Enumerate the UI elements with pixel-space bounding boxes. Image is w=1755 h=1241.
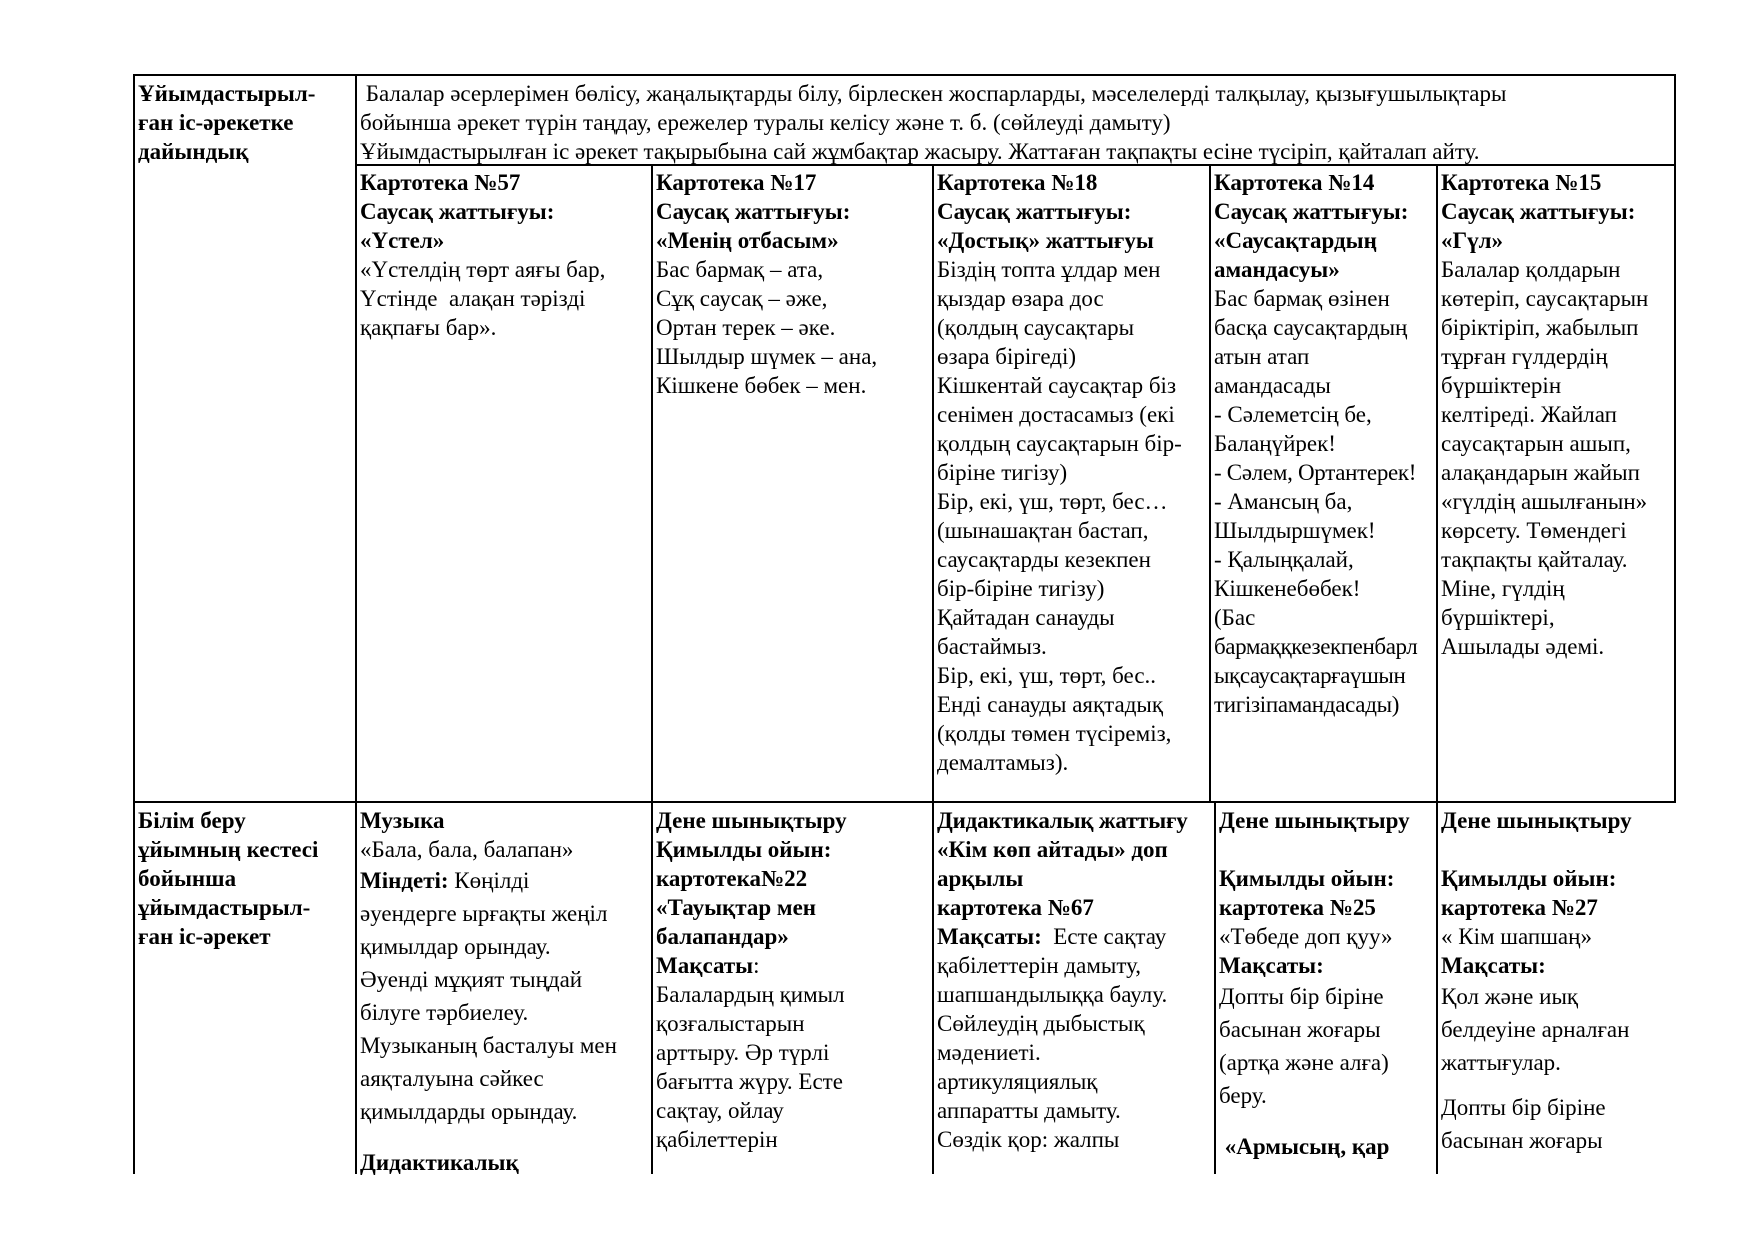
card-name: «Гүл» bbox=[1441, 228, 1504, 253]
goal-label: Мақсаты bbox=[656, 953, 754, 978]
card-text-line: Ашылады әдемі. bbox=[1441, 634, 1605, 659]
card-14 bbox=[1211, 168, 1436, 719]
intro-line: Ұйымдастырылған іс әрекет тақырыбына сай жұмбақтар жасыру. Жаттаған тақпақты есіне түсіріп, қайталап айту. bbox=[360, 139, 1480, 164]
card-text-line: басқа саусақтардың bbox=[1214, 315, 1408, 340]
goal-colon: : bbox=[753, 953, 760, 978]
card-text-line: ықсаусақтарғаүшын bbox=[1214, 663, 1406, 688]
goal-line: қабілеттерін bbox=[656, 1127, 778, 1152]
card-15 bbox=[1438, 168, 1674, 661]
card-text-line: Шылдыршүмек! bbox=[1214, 518, 1376, 543]
game-label: Қимылды ойын: bbox=[1219, 866, 1395, 891]
game-label: Қимылды ойын: bbox=[1441, 866, 1617, 891]
card-text-line: Енді санауды аяқтадық bbox=[937, 692, 1164, 717]
card-text-line: Ортан терек – әке. bbox=[656, 315, 836, 340]
card-text-line: бір-біріне тигізу) bbox=[937, 576, 1105, 601]
row1-header-line: ған іс-әрекетке bbox=[138, 110, 294, 135]
card-name: амандасуы» bbox=[1214, 257, 1340, 282]
card-text-line: көрсету. Төмендегі bbox=[1441, 518, 1627, 543]
goal-line: қабілеттерін дамыту, bbox=[937, 953, 1142, 978]
table-top-border bbox=[133, 74, 1676, 76]
row2-header bbox=[135, 806, 353, 951]
goal-line: Сөйлеудің дыбыстық bbox=[937, 1011, 1145, 1036]
card-text-line: - Қалыңқалай, bbox=[1214, 547, 1354, 572]
card-subtitle: Саусақ жаттығуы: bbox=[360, 199, 555, 224]
card-name: «Саусақтардың bbox=[1214, 228, 1377, 253]
card-text-line: тақпақты қайталау. bbox=[1441, 547, 1628, 572]
goal-label: Мақсаты: bbox=[937, 924, 1042, 949]
goal-line: Сөздік қор: жалпы bbox=[937, 1127, 1120, 1152]
card-number: картотека№22 bbox=[656, 866, 808, 891]
goal-text bbox=[1441, 980, 1672, 1079]
goal-line: мәдениеті. bbox=[937, 1040, 1041, 1065]
goal-line: сақтау, ойлау bbox=[656, 1098, 784, 1123]
goal-line: беру. bbox=[1219, 1083, 1267, 1108]
goal-line: (артқа және алға) bbox=[1219, 1050, 1389, 1075]
row1-header bbox=[135, 79, 353, 166]
card-text-line: біріктіріп, жабылып bbox=[1441, 315, 1639, 340]
goal-line: арттыру. Әр түрлі bbox=[656, 1040, 830, 1065]
card-title: Картотека №15 bbox=[1441, 170, 1602, 195]
card-text-line: бармаққкезекпенбарл bbox=[1214, 634, 1418, 659]
card-text-line: Үстінде алақан тәрізді bbox=[360, 286, 586, 311]
card-57 bbox=[357, 168, 651, 342]
game-name: арқылы bbox=[937, 866, 1024, 891]
card-text-line: өзара бірігеді) bbox=[937, 344, 1077, 369]
table-left-border bbox=[133, 74, 135, 1174]
goal-text-continued bbox=[1441, 1091, 1672, 1157]
task-text: Көңілді bbox=[448, 868, 530, 893]
card-text-line: «Үстелдің төрт аяғы бар, bbox=[360, 257, 606, 282]
card-text-line: келтіреді. Жайлап bbox=[1441, 402, 1617, 427]
card-text-line: Балалар қолдарын bbox=[1441, 257, 1621, 282]
card-text-line: (қолды төмен түсіреміз, bbox=[937, 721, 1172, 746]
game-name: балапандар» bbox=[656, 924, 789, 949]
card-text-line: Бас бармақ – ата, bbox=[656, 257, 824, 282]
row2-header-line: ұйымдастырыл- bbox=[138, 895, 311, 920]
goal-label: Мақсаты: bbox=[1441, 953, 1546, 978]
task-line: Әуенді мұқият тыңдай bbox=[360, 967, 583, 992]
goal-line: жаттығулар. bbox=[1441, 1050, 1561, 1075]
card-18 bbox=[934, 168, 1209, 777]
card-text-line: алақандарын жайып bbox=[1441, 460, 1640, 485]
task-line: әуендерге ырғақты жеңіл bbox=[360, 901, 608, 926]
task-line: қимылдар орындау. bbox=[360, 934, 551, 959]
card-text-line: (қолдың саусақтары bbox=[937, 315, 1135, 340]
row2-header-line: Білім беру bbox=[138, 808, 246, 833]
card-text-line: саусақтарды кезекпен bbox=[937, 547, 1151, 572]
game-label: Қимылды ойын: bbox=[656, 837, 832, 862]
table-right-border bbox=[1674, 74, 1676, 803]
card-text-line: - Сәлеметсің бе, bbox=[1214, 402, 1372, 427]
card-text-line: Шылдыр шүмек – ана, bbox=[656, 344, 878, 369]
card-17 bbox=[653, 168, 932, 400]
row2-header-line: ған іс-әрекет bbox=[138, 924, 271, 949]
goal-line: аппаратты дамыту. bbox=[937, 1098, 1121, 1123]
row1-header-line: Ұйымдастырыл- bbox=[138, 81, 316, 106]
pe-activity-25 bbox=[1216, 806, 1436, 1161]
goal-text bbox=[1219, 980, 1434, 1112]
card-text-line: сенімен достасамыз (екі bbox=[937, 402, 1175, 427]
goal-label: Мақсаты: bbox=[1219, 953, 1324, 978]
task-line: аяқталуына сәйкес bbox=[360, 1066, 544, 1091]
task-line: қимылдарды орындау. bbox=[360, 1099, 578, 1124]
card-text-line: амандасады bbox=[1214, 373, 1331, 398]
card-text-line: атын атап bbox=[1214, 344, 1310, 369]
card-text-line: бүршіктері, bbox=[1441, 605, 1555, 630]
goal-line: басынан жоғары bbox=[1219, 1017, 1381, 1042]
activity-title: Дене шынықтыру bbox=[1219, 808, 1410, 833]
goal-line: Балалардың қимыл bbox=[656, 982, 845, 1007]
card-text-line: қақпағы бар». bbox=[360, 315, 497, 340]
row2-header-line: ұйымның кестесі bbox=[138, 837, 319, 862]
card-text-line: саусақтарын ашып, bbox=[1441, 431, 1631, 456]
card-subtitle: Саусақ жаттығуы: bbox=[937, 199, 1132, 224]
card-text-line: (Бас bbox=[1214, 605, 1256, 630]
card-text-line: Бас бармақ өзінен bbox=[1214, 286, 1390, 311]
card-name: «Менің отбасым» bbox=[656, 228, 839, 253]
card-name: «Үстел» bbox=[360, 228, 445, 253]
card-text-line: Кішкене бөбек – мен. bbox=[656, 373, 867, 398]
card-text-line: демалтамыз). bbox=[937, 750, 1069, 775]
card-text-line: Бір, екі, үш, төрт, бес… bbox=[937, 489, 1168, 514]
goal-line: шапшандылыққа баулу. bbox=[937, 982, 1168, 1007]
game-name: « Кім шапшаң» bbox=[1441, 924, 1592, 949]
pe-activity-22 bbox=[653, 806, 932, 1154]
song-title: «Бала, бала, балапан» bbox=[360, 837, 574, 862]
card-number: картотека №25 bbox=[1219, 895, 1376, 920]
card-title: Картотека №14 bbox=[1214, 170, 1375, 195]
activity-title: Дене шынықтыру bbox=[1441, 808, 1632, 833]
next-game-name: «Армысың, қар bbox=[1219, 1134, 1390, 1159]
card-text-line: Кішкенебөбек! bbox=[1214, 576, 1361, 601]
didactic-activity bbox=[934, 806, 1214, 1154]
task-line: білуге тәрбиелеу. bbox=[360, 1000, 529, 1025]
card-number: картотека №67 bbox=[937, 895, 1094, 920]
intro-line: бойынша әрекет түрін таңдау, ережелер туралы келісу және т. б. (сөйлеуді дамыту) bbox=[360, 110, 1171, 135]
card-subtitle: Саусақ жаттығуы: bbox=[656, 199, 851, 224]
goal-line: Допты бір біріне bbox=[1441, 1095, 1606, 1120]
card-text-line: - Сәлем, Ортантерек! bbox=[1214, 460, 1417, 485]
card-text-line: Біздің топта ұлдар мен bbox=[937, 257, 1161, 282]
row1-intro bbox=[357, 79, 1672, 166]
row1-header-line: дайындық bbox=[138, 139, 249, 164]
goal-line: қозғалыстарын bbox=[656, 1011, 805, 1036]
card-text-line: бүршіктерін bbox=[1441, 373, 1562, 398]
card-text-line: қыздар өзара дос bbox=[937, 286, 1104, 311]
activity-title: Дене шынықтыру bbox=[656, 808, 847, 833]
goal-line: Допты бір біріне bbox=[1219, 984, 1384, 1009]
task-line: Музыканың басталуы мен bbox=[360, 1033, 617, 1058]
task-label: Міндеті: bbox=[360, 868, 449, 893]
card-text-line: тигізіпамандасады) bbox=[1214, 692, 1400, 717]
row2-header-line: бойынша bbox=[138, 866, 237, 891]
game-name: «Төбеде доп қуу» bbox=[1219, 924, 1393, 949]
card-number: картотека №27 bbox=[1441, 895, 1598, 920]
goal-line: басынан жоғары bbox=[1441, 1128, 1603, 1153]
card-text-line: бастаймыз. bbox=[937, 634, 1047, 659]
card-text-line: Қайтадан санауды bbox=[937, 605, 1115, 630]
card-title: Картотека №57 bbox=[360, 170, 521, 195]
game-name: «Кім көп айтады» доп bbox=[937, 837, 1168, 862]
card-subtitle: Саусақ жаттығуы: bbox=[1214, 199, 1409, 224]
card-text-line: Бір, екі, үш, төрт, бес.. bbox=[937, 663, 1157, 688]
card-text-line: Кішкентай саусақтар біз bbox=[937, 373, 1177, 398]
card-text-line: - Амансың ба, bbox=[1214, 489, 1353, 514]
card-text-line: біріне тигізу) bbox=[937, 460, 1068, 485]
card-text-line: Міне, гүлдің bbox=[1441, 576, 1565, 601]
goal-line: бағытта жүру. Есте bbox=[656, 1069, 843, 1094]
pe-activity-27 bbox=[1438, 806, 1674, 1157]
card-name: «Достық» жаттығуы bbox=[937, 228, 1154, 253]
intro-line: Балалар әсерлерімен бөлісу, жаңалықтарды білу, бірлескен жоспарларды, мәселелерді талқылау, қызығушылықтары bbox=[360, 81, 1507, 106]
card-text-line: (шынашақтан бастап, bbox=[937, 518, 1149, 543]
goal-line: Қол және иық bbox=[1441, 984, 1579, 1009]
card-title: Картотека №17 bbox=[656, 170, 817, 195]
row-divider-line bbox=[133, 801, 1676, 803]
goal-line: артикуляциялық bbox=[937, 1069, 1098, 1094]
card-title: Картотека №18 bbox=[937, 170, 1098, 195]
card-text-line: «гүлдің ашылғанын» bbox=[1441, 489, 1648, 514]
card-subtitle: Саусақ жаттығуы: bbox=[1441, 199, 1636, 224]
next-activity-title: Дидактикалық bbox=[360, 1150, 519, 1175]
card-text-line: Сұқ саусақ – әже, bbox=[656, 286, 828, 311]
game-name: «Тауықтар мен bbox=[656, 895, 817, 920]
card-text-line: көтеріп, саусақтарын bbox=[1441, 286, 1649, 311]
activity-title: Дидактикалық жаттығу bbox=[937, 808, 1188, 833]
card-text-line: Балаңүйрек! bbox=[1214, 431, 1336, 456]
card-text-line: қолдың саусақтарын бір- bbox=[937, 431, 1182, 456]
goal-text: Есте сақтау bbox=[1041, 924, 1167, 949]
music-task bbox=[360, 864, 649, 1128]
goal-line: белдеуіне арналған bbox=[1441, 1017, 1630, 1042]
music-activity bbox=[357, 806, 651, 1177]
card-text-line: тұрған гүлдердің bbox=[1441, 344, 1608, 369]
activity-title: Музыка bbox=[360, 808, 445, 833]
